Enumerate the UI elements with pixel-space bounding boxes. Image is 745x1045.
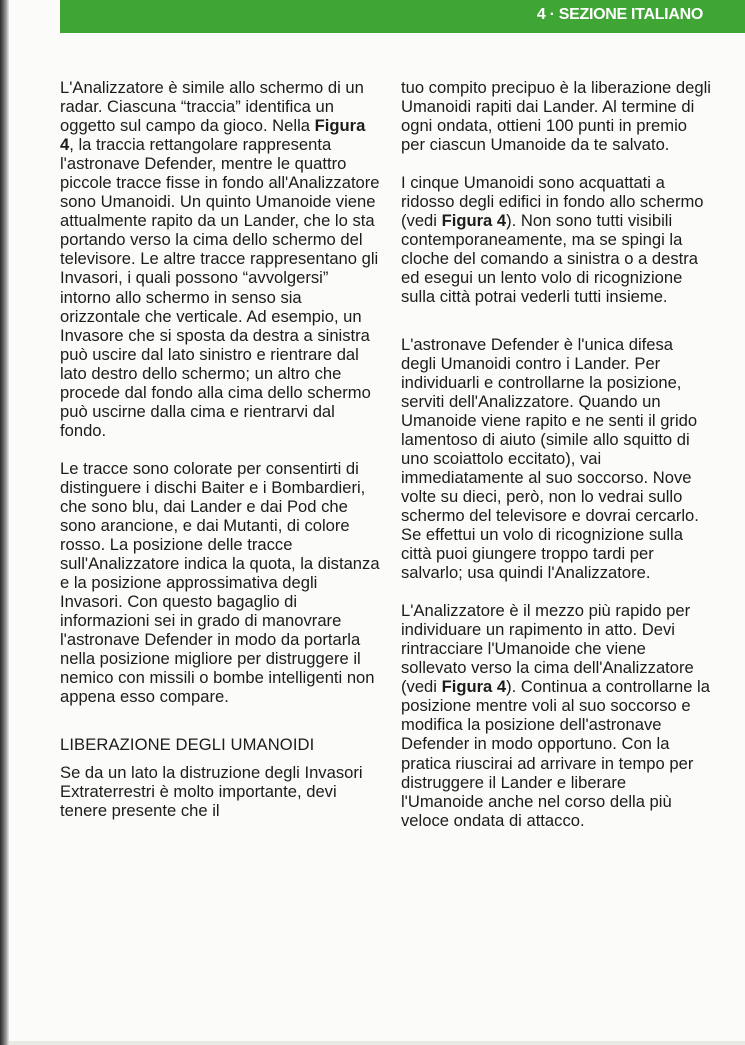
figure-reference: Figura 4 — [441, 211, 507, 231]
text-span: L'Analizzatore è simile allo schermo di un radar. Ciascuna “traccia” identifica un oggetto sul campo da gioco. Nella — [60, 78, 364, 136]
paragraph-defender-role: L'astronave Defender è l'unica difesa degli Umanoidi contro i Lander. Per individuarli e controllarne la posizione, serviti dell'Analizzatore. Quando un Umanoide viene rapito e ne senti il grido lamentoso di aiuto (simile allo squitto di uno scoiattolo eccitato), vai immediatamente al suo soccorso. Nove volte su dieci, però, non lo vedrai sullo schermo del televisore e dovrai cercarlo. Se effettui un volo di ricognizione sulla città puoi giungere troppo tardi per salvarlo; usa quindi l'Analizzatore. — [401, 334, 699, 583]
text-span: L'Analizzatore è il mezzo più rapido per individuare un rapimento in atto. Devi rintracciare l'Umanoide che viene sollevato verso la cima dell'Analizzatore (vedi — [401, 601, 694, 697]
paragraph-analyzer-speed — [401, 601, 711, 830]
text-span: I cinque Umanoidi sono acquattati a ridosso degli edifici in fondo allo schermo (vedi — [401, 173, 704, 231]
text-span: ). Non sono tutti visibili contemporaneamente, ma se spingi la cloche del comando a sinistra o a destra ed esegui un lento volo di ricognizione sulla città potrai vederli tutti insieme. — [401, 211, 699, 307]
section-label: 4 · SEZIONE ITALIANO — [536, 6, 703, 23]
paragraph-analyzer-intro — [60, 78, 380, 440]
text-span: , la traccia rettangolare rappresenta l'astronave Defender, mentre le quattro piccole tracce fisse in fondo all'Analizzatore sono Umanoidi. Un quinto Umanoide viene attualmente rapito da un Lander, che lo sta portando verso la cima dello schermo del televisore. Le altre tracce rappresentano gli Invasori, i quali possono “avvolgersi” intorno allo schermo in senso sia orizzontale che verticale. Ad esempio, un Invasore che si sposta da destra a sinistra può uscire dal lato sinistro e rientrare dal lato destro dello schermo; un altro che procede dal fondo alla cima dello schermo può uscirne dalla cima e rientrarvi dal fondo. — [60, 135, 380, 440]
paragraph-humanoids-location — [401, 173, 711, 306]
section-header-bar — [60, 0, 745, 33]
text-span: ). Continua a controllarne la posizione mentre voli al suo soccorso e modifica la posizione dell'astronave Defender in modo opportuno. Con la pratica riuscirai ad arrivare in tempo per distruggere il Lander e liberare l'Umanoide anche nel corso della più veloce ondata di attacco. — [401, 677, 710, 830]
figure-reference: Figura 4 — [441, 677, 507, 697]
right-text-column — [401, 78, 711, 849]
paragraph-rescue-goal: tuo compito precipuo è la liberazione degli Umanoidi rapiti dai Lander. Al termine di ogni ondata, ottieni 100 punti in premio per ciascun Umanoide da te salvato. — [401, 78, 711, 155]
section-heading: LIBERAZIONE DEGLI UMANOIDI — [60, 734, 315, 754]
page-spine-edge — [0, 0, 9, 1045]
paragraph-rescue-intro: Se da un lato la distruzione degli Invasori Extraterrestri è molto importante, devi tenere presente che il — [60, 762, 363, 820]
paragraph-track-colors: Le tracce sono colorate per consentirti di distinguere i dischi Baiter e i Bombardieri, che sono blu, dai Lander e dai Pod che sono arancione, e dai Mutanti, di colore rosso. La posizione delle tracce sull'Analizzatore indica la quota, la distanza e la posizione approssimativa degli Invasori. Con questo bagaglio di informazioni sei in grado di manovrare l'astronave Defender in modo da portarla nella posizione migliore per distruggere il nemico con missili o bombe intelligenti non appena esso compare. — [60, 458, 380, 707]
figure-reference: Figura 4 — [60, 116, 366, 155]
page-bottom-edge — [9, 1041, 745, 1045]
left-text-column — [60, 78, 380, 839]
